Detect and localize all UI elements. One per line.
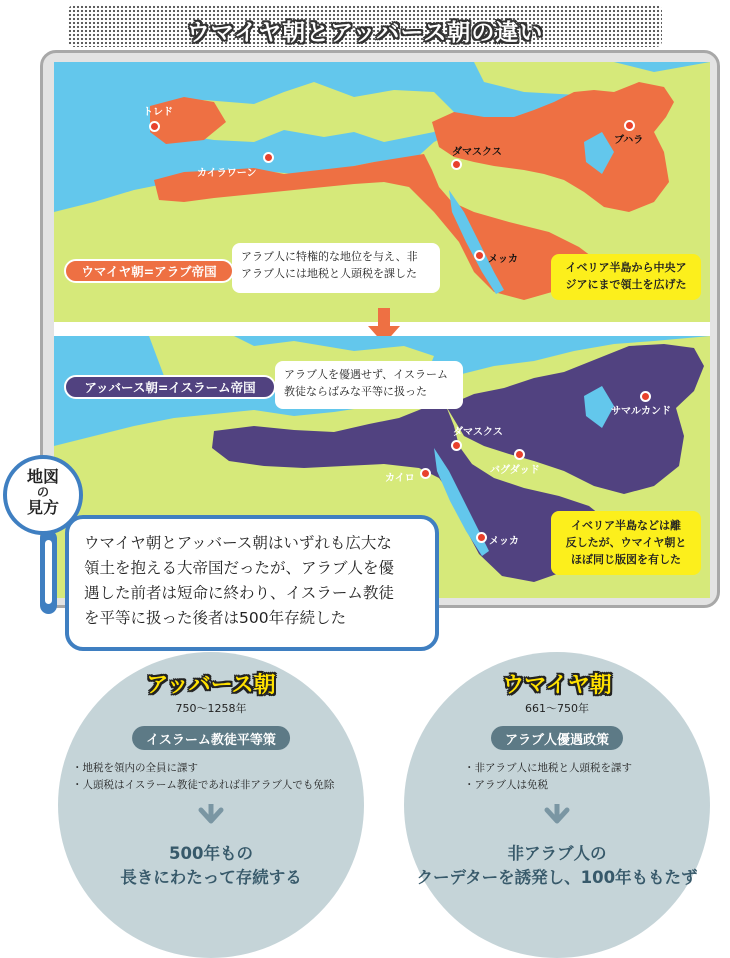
lens-label (7, 468, 79, 517)
magnifier-handle-inner (45, 540, 52, 604)
note-line: 反したが、ウマイヤ朝と (565, 536, 687, 549)
abbasid-dynasty-label: アッバース朝=イスラーム帝国 (64, 375, 276, 399)
umayyad-name: ウマイヤ朝 (502, 673, 612, 698)
umayyad-result (404, 842, 710, 890)
city-dot-icon (451, 159, 462, 170)
umayyad-circle (404, 652, 710, 958)
city-dot-icon (420, 468, 431, 479)
city-baghdad: バグダッド (490, 465, 540, 476)
result-line: 500年もの (169, 844, 253, 863)
city-dot-icon (624, 120, 635, 131)
abbasid-yellow-note (551, 511, 701, 575)
umayyad-yellow-note (551, 254, 701, 300)
city-dot-icon (451, 440, 462, 451)
lens-label-line: 見方 (26, 498, 59, 517)
abbasid-policy: イスラーム教徒平等策 (132, 726, 290, 750)
arrow-down-icon (543, 804, 571, 834)
abbasid-note (275, 361, 463, 409)
city-mecca: メッカ (488, 254, 518, 265)
list-item: ・アラブ人は免税 (464, 779, 548, 791)
city-toledo: トレド (143, 107, 173, 118)
umayyad-points (464, 760, 632, 794)
description-line: を平等に扱った後者は500年存続した (84, 609, 347, 627)
city-dot-icon (474, 250, 485, 261)
result-line: 非アラブ人の (507, 844, 607, 863)
note-line: ジアにまで領土を広げた (565, 278, 687, 291)
abbasid-name: アッバース朝 (146, 673, 276, 698)
city-kairouan: カイラワーン (197, 168, 257, 179)
title-banner (68, 5, 662, 47)
note-line: アラブ人を優遇せず、イスラーム (284, 368, 449, 381)
description-box (65, 515, 439, 651)
result-line: クーデターを誘発し、100年ももたず (416, 868, 698, 887)
city-cairo: カイロ (385, 473, 415, 484)
city-mecca-2: メッカ (489, 536, 519, 547)
city-dot-icon (640, 391, 651, 402)
note-line: イベリア半島などは離 (571, 519, 681, 532)
result-line: 長きにわたって存続する (120, 868, 302, 887)
umayyad-policy: アラブ人優遇政策 (491, 726, 623, 750)
list-item: ・非アラブ人に地税と人頭税を課す (464, 762, 632, 774)
magnifier-handle (40, 530, 57, 614)
city-samarkand: サマルカンド (611, 406, 671, 417)
city-dot-icon (263, 152, 274, 163)
note-line: ほぼ同じ版図を有した (571, 553, 681, 566)
abbasid-points (72, 760, 334, 794)
umayyad-dynasty-label: ウマイヤ朝=アラブ帝国 (64, 259, 234, 283)
abbasid-circle (58, 652, 364, 958)
page-title: ウマイヤ朝とアッバース朝の違い (186, 20, 544, 46)
list-item: ・地税を領内の全員に課す (72, 762, 198, 774)
city-damascus-2: ダマスクス (453, 427, 503, 438)
note-line: イベリア半島から中央ア (565, 261, 687, 274)
umayyad-note (232, 243, 440, 293)
arrow-down-icon (197, 804, 225, 834)
city-dot-icon (476, 532, 487, 543)
description-line: 領土を抱える大帝国だったが、アラブ人を優 (84, 559, 395, 577)
description-text (84, 531, 429, 631)
note-line: 教徒ならばみな平等に扱った (284, 385, 427, 398)
lens-label-line: 地図 (26, 467, 59, 486)
abbasid-period: 750〜1258年 (175, 702, 247, 715)
city-bukhara: ブハラ (614, 135, 644, 146)
list-item: ・人頭税はイスラーム教徒であれば非アラブ人でも免除 (72, 779, 335, 791)
city-dot-icon (514, 449, 525, 460)
city-damascus: ダマスクス (452, 147, 502, 158)
note-line: アラブ人には地税と人頭税を課した (241, 267, 417, 280)
abbasid-result (58, 842, 364, 890)
lens-label-line: の (36, 485, 49, 499)
city-dot-icon (149, 121, 160, 132)
description-line: 遇した前者は短命に終わり、イスラーム教徒 (84, 584, 394, 602)
description-line: ウマイヤ朝とアッバース朝はいずれも広大な (84, 534, 392, 552)
umayyad-period: 661〜750年 (525, 702, 589, 715)
note-line: アラブ人に特権的な地位を与え、非 (241, 250, 418, 263)
magnifier-icon (3, 455, 83, 535)
